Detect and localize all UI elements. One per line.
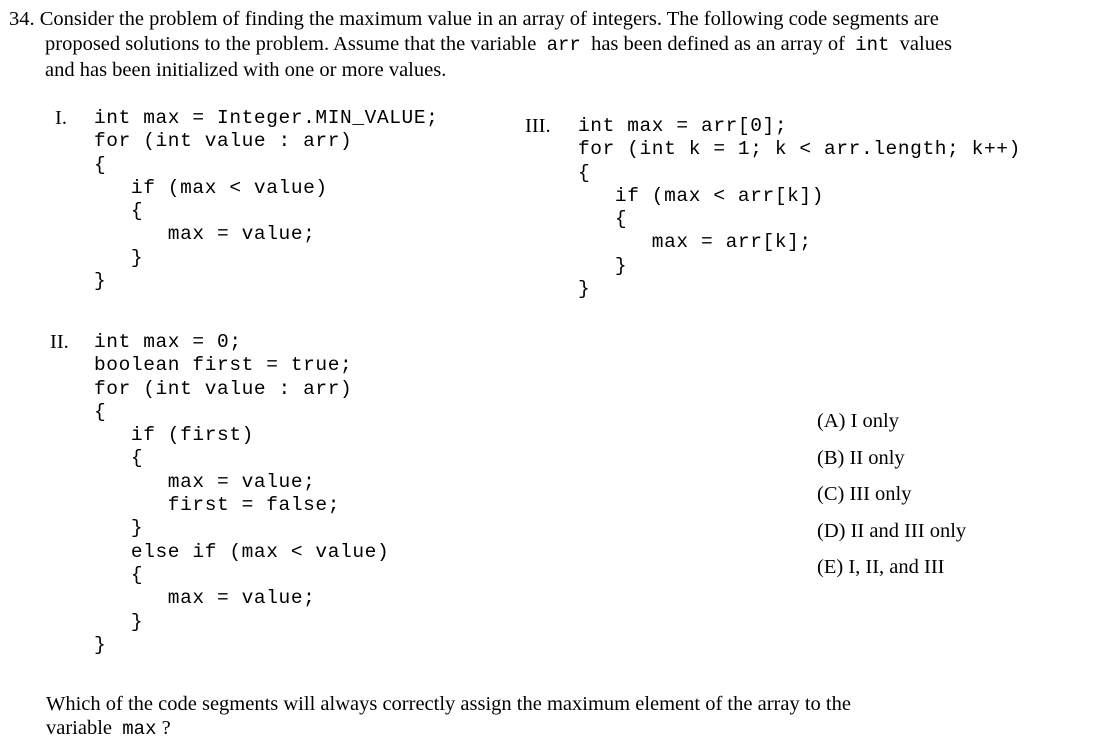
prompt-line-1: Which of the code segments will always correctly assign the maximum element of the array to the bbox=[46, 693, 851, 715]
code-int: int bbox=[855, 34, 890, 56]
question-line-3 bbox=[9, 58, 1089, 83]
choice-c-text: III only bbox=[849, 483, 912, 505]
choice-b-letter: (B) bbox=[817, 446, 845, 469]
question-text-3: and has been initialized with one or more values. bbox=[45, 59, 447, 81]
question-line-1 bbox=[9, 7, 1089, 32]
choice-b-text: II only bbox=[849, 446, 905, 469]
question-stem bbox=[9, 7, 1089, 83]
question-text-1: Consider the problem of finding the maximum value in an array of integers. The following code segments are bbox=[39, 8, 939, 30]
code-segment-3: int max = arr[0]; for (int k = 1; k < arr.length; k++) { if (max < arr[k]) { max = arr[k]; } } bbox=[578, 115, 1021, 301]
code-segment-2: int max = 0; boolean first = true; for (int value : arr) { if (first) { max = value; first = false; } else if (max < value) { max = value; } } bbox=[94, 331, 390, 656]
choice-c-letter: (C) bbox=[817, 483, 845, 505]
choice-e[interactable] bbox=[817, 549, 966, 586]
choice-c[interactable] bbox=[817, 476, 966, 513]
choice-d-text: II and III only bbox=[850, 519, 967, 542]
choice-b[interactable] bbox=[817, 440, 966, 477]
segment-label-3: III. bbox=[525, 115, 551, 137]
question-text-2b: has been defined as an array of bbox=[591, 33, 845, 55]
question-line-2 bbox=[9, 32, 1089, 58]
choice-e-letter: (E) bbox=[817, 556, 844, 578]
code-segment-1: int max = Integer.MIN_VALUE; for (int value : arr) { if (max < value) { max = value; } } bbox=[94, 107, 439, 293]
question-text-2a: proposed solutions to the problem. Assume that the variable bbox=[45, 33, 537, 55]
answer-choices bbox=[817, 403, 966, 586]
segment-label-1: I. bbox=[55, 107, 67, 129]
choice-e-text: I, II, and III bbox=[848, 556, 945, 578]
choice-d-letter: (D) bbox=[817, 519, 846, 542]
code-max: max bbox=[122, 718, 157, 740]
choice-a[interactable] bbox=[817, 403, 966, 440]
choice-d[interactable] bbox=[817, 513, 966, 550]
code-arr: arr bbox=[546, 34, 581, 56]
choice-a-text: I only bbox=[850, 410, 899, 432]
choice-a-letter: (A) bbox=[817, 410, 846, 432]
segment-label-2: II. bbox=[50, 331, 69, 353]
prompt-text-2a: variable bbox=[46, 717, 113, 739]
question-text-2c: values bbox=[899, 33, 953, 55]
prompt-text-2b: ? bbox=[161, 717, 171, 739]
question-prompt bbox=[46, 692, 1046, 741]
question-number: 34. bbox=[9, 8, 35, 30]
prompt-line-2 bbox=[46, 716, 1046, 741]
